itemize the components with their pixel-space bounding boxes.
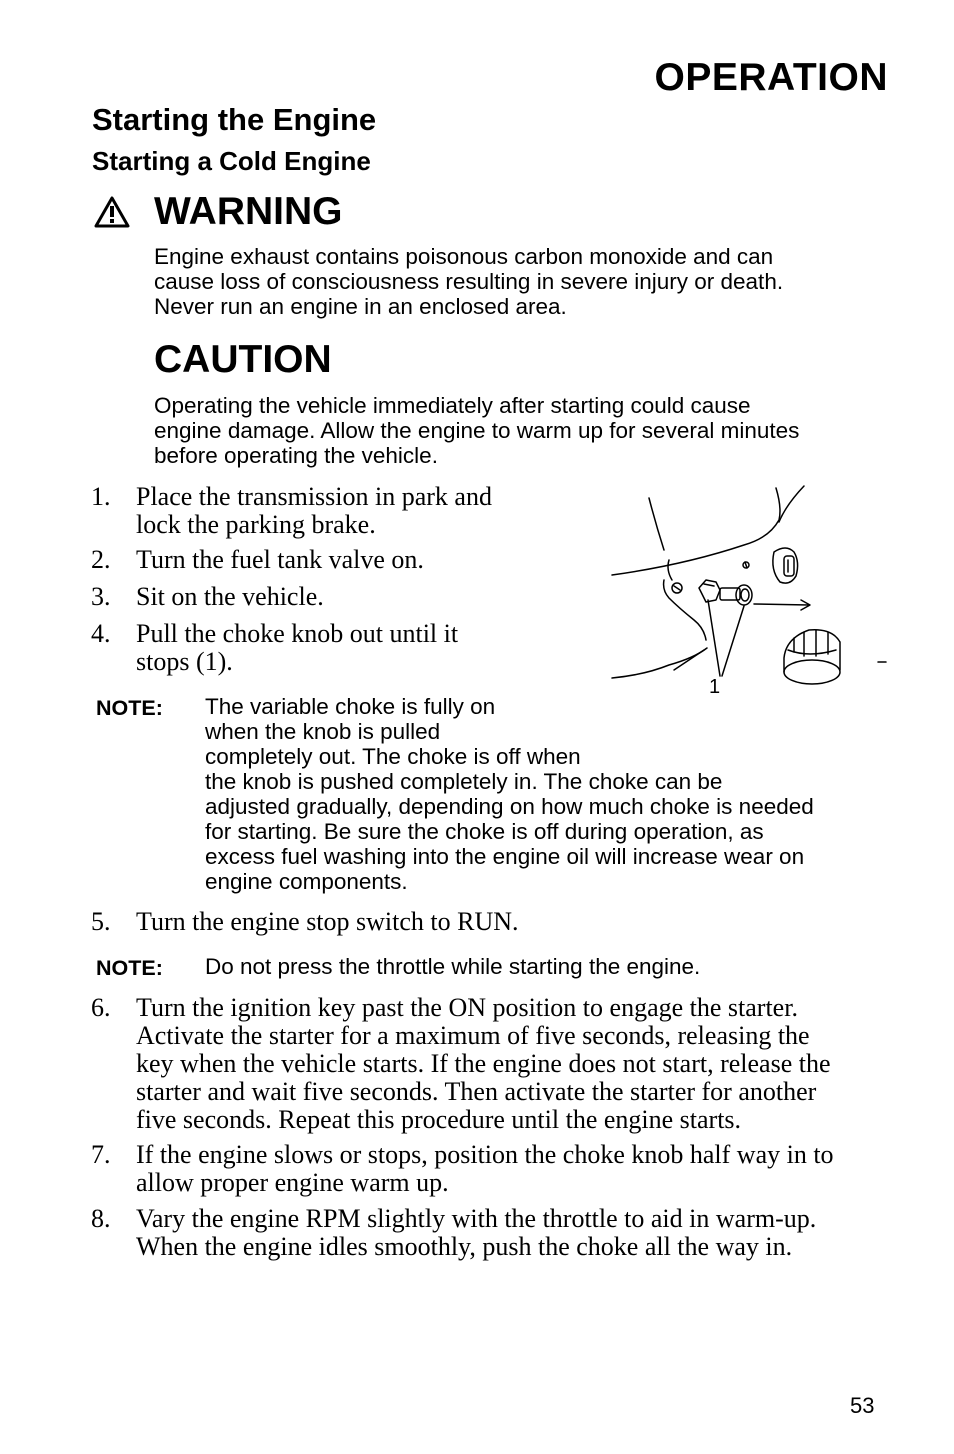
note-text <box>205 954 905 979</box>
caution-text <box>154 393 894 468</box>
step-line: Turn the engine stop switch to RUN. <box>136 907 519 936</box>
step-line: Place the transmission in park and <box>136 482 492 511</box>
step-line: When the engine idles smoothly, push the choke all the way in. <box>136 1232 793 1261</box>
step-text <box>136 620 458 676</box>
note-label: NOTE: <box>96 696 163 720</box>
note-line: The variable choke is fully on <box>205 694 496 719</box>
note-line: completely out. The choke is off when <box>205 744 581 769</box>
step-text <box>136 1141 834 1197</box>
note-line: excess fuel washing into the engine oil will increase wear on <box>205 844 805 869</box>
warning-line: cause loss of consciousness resulting in severe injury or death. <box>154 269 784 294</box>
step-text <box>136 483 492 539</box>
note-label: NOTE: <box>96 956 163 980</box>
step-line: five seconds. Repeat this procedure until the engine starts. <box>136 1105 742 1134</box>
step-line: lock the parking brake. <box>136 510 376 539</box>
step-text <box>136 994 831 1134</box>
note-line: the knob is pushed completely in. The choke can be <box>205 769 723 794</box>
step-text <box>136 908 519 936</box>
step-line: Vary the engine RPM slightly with the throttle to aid in warm-up. <box>136 1204 817 1233</box>
step-line: Turn the fuel tank valve on. <box>136 545 424 574</box>
step-line: key when the vehicle starts. If the engine does not start, release the <box>136 1049 831 1078</box>
page-number: 53 <box>850 1393 875 1418</box>
choke-knob-illustration <box>604 480 894 705</box>
step-line: stops (1). <box>136 647 233 676</box>
step-number: 4. <box>91 619 111 648</box>
section-heading: Starting the Engine <box>92 102 377 137</box>
note-line: for starting. Be sure the choke is off during operation, as <box>205 819 764 844</box>
step-line: starter and wait five seconds. Then activate the starter for another <box>136 1077 817 1106</box>
step-number: 7. <box>91 1140 111 1169</box>
step-text <box>136 546 424 574</box>
caution-title: CAUTION <box>154 338 332 381</box>
step-line: Sit on the vehicle. <box>136 582 324 611</box>
caution-line: engine damage. Allow the engine to warm up for several minutes <box>154 418 800 443</box>
step-line: Activate the starter for a maximum of five seconds, releasing the <box>136 1021 810 1050</box>
step-number: 6. <box>91 993 111 1022</box>
note-line: engine components. <box>205 869 408 894</box>
warning-triangle-icon <box>94 196 130 228</box>
step-line: Turn the ignition key past the ON position to engage the starter. <box>136 993 798 1022</box>
warning-text <box>154 244 884 319</box>
section-title: OPERATION <box>654 56 888 99</box>
step-line: If the engine slows or stops, position the choke knob half way in to <box>136 1140 834 1169</box>
subsection-heading: Starting a Cold Engine <box>92 146 371 176</box>
step-number: 5. <box>91 907 111 936</box>
caution-line: Operating the vehicle immediately after starting could cause <box>154 393 751 418</box>
note-line: adjusted gradually, depending on how much choke is needed <box>205 794 814 819</box>
warning-line: Engine exhaust contains poisonous carbon monoxide and can <box>154 244 774 269</box>
step-number: 8. <box>91 1204 111 1233</box>
warning-title: WARNING <box>154 190 343 233</box>
caution-line: before operating the vehicle. <box>154 443 438 468</box>
note-text <box>205 694 905 894</box>
step-number: 3. <box>91 582 111 611</box>
note-line: when the knob is pulled <box>205 719 441 744</box>
step-number: 2. <box>91 545 111 574</box>
warning-line: Never run an engine in an enclosed area. <box>154 294 567 319</box>
step-text <box>136 1205 816 1261</box>
step-number: 1. <box>91 482 111 511</box>
figure-callout-label: 1 <box>709 676 721 698</box>
note-line: Do not press the throttle while starting the engine. <box>205 954 701 979</box>
step-line: allow proper engine warm up. <box>136 1168 449 1197</box>
step-text <box>136 583 324 611</box>
step-line: Pull the choke knob out until it <box>136 619 459 648</box>
